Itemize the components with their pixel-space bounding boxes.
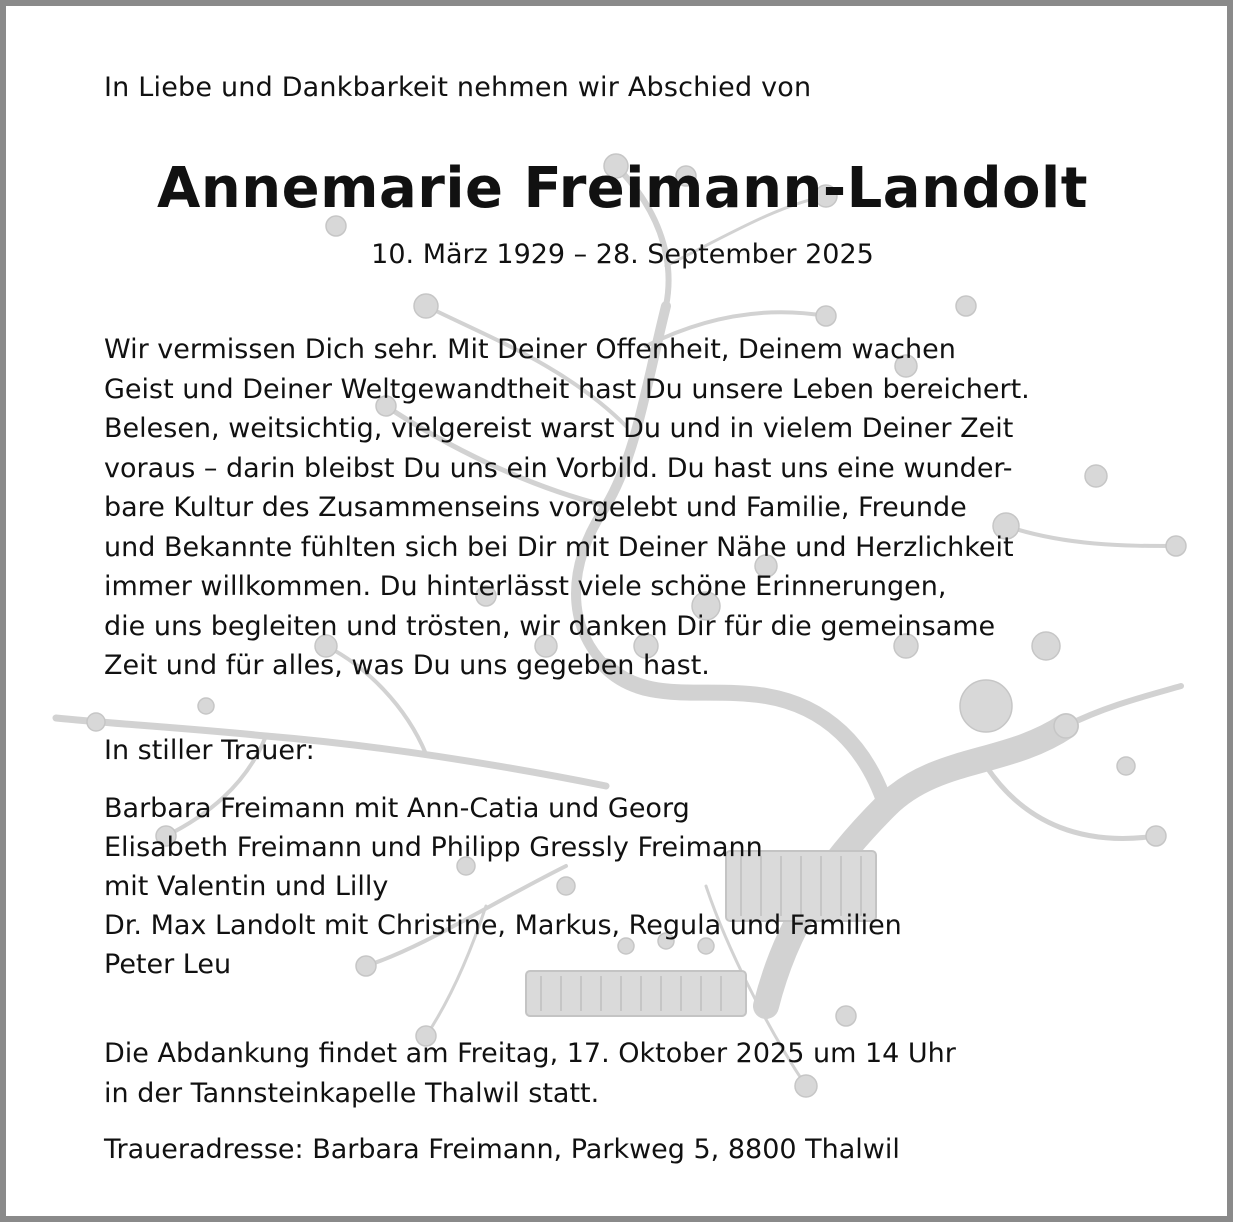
message-line: Zeit und für alles, was Du uns gegeben hast. <box>104 650 710 681</box>
family-line: mit Valentin und Lilly <box>104 871 389 902</box>
message-line: Belesen, weitsichtig, vielgereist warst Du und in vielem Deiner Zeit <box>104 413 1014 444</box>
tribute-message <box>104 330 1164 686</box>
family-line: Elisabeth Freimann und Philipp Gressly Freimann <box>104 832 763 863</box>
family-list <box>104 789 902 984</box>
family-line: Peter Leu <box>104 949 232 980</box>
message-line: Wir vermissen Dich sehr. Mit Deiner Offenheit, Deinem wachen <box>104 334 956 365</box>
intro-line: In Liebe und Dankbarkeit nehmen wir Abschied von <box>104 72 812 103</box>
message-line: immer willkommen. Du hinterlässt viele schöne Erinnerungen, <box>104 571 947 602</box>
service-line: Die Abdankung findet am Freitag, 17. Oktober 2025 um 14 Uhr <box>104 1038 956 1069</box>
life-dates: 10. März 1929 – 28. September 2025 <box>371 239 874 270</box>
message-line: und Bekannte fühlten sich bei Dir mit Deiner Nähe und Herzlichkeit <box>104 531 1014 563</box>
mourning-label: In stiller Trauer: <box>104 735 315 766</box>
message-line: die uns begleiten und trösten, wir danken Dir für die gemeinsame <box>104 610 996 642</box>
mourning-address: Traueradresse: Barbara Freimann, Parkweg 5, 8800 Thalwil <box>104 1134 900 1165</box>
message-line: voraus – darin bleibst Du uns ein Vorbild. Du hast uns eine wunder- <box>104 452 1013 484</box>
message-line: bare Kultur des Zusammenseins vorgelebt und Familie, Freunde <box>104 492 967 523</box>
deceased-name: Annemarie Freimann-Landolt <box>157 156 1088 221</box>
funeral-service-info <box>104 1034 956 1114</box>
family-line: Dr. Max Landolt mit Christine, Markus, Regula und Familien <box>104 910 902 941</box>
service-line: in der Tannsteinkapelle Thalwil statt. <box>104 1078 600 1109</box>
message-line: Geist und Deiner Weltgewandtheit hast Du unsere Leben bereichert. <box>104 373 1030 405</box>
family-line: Barbara Freimann mit Ann-Catia und Georg <box>104 793 690 824</box>
